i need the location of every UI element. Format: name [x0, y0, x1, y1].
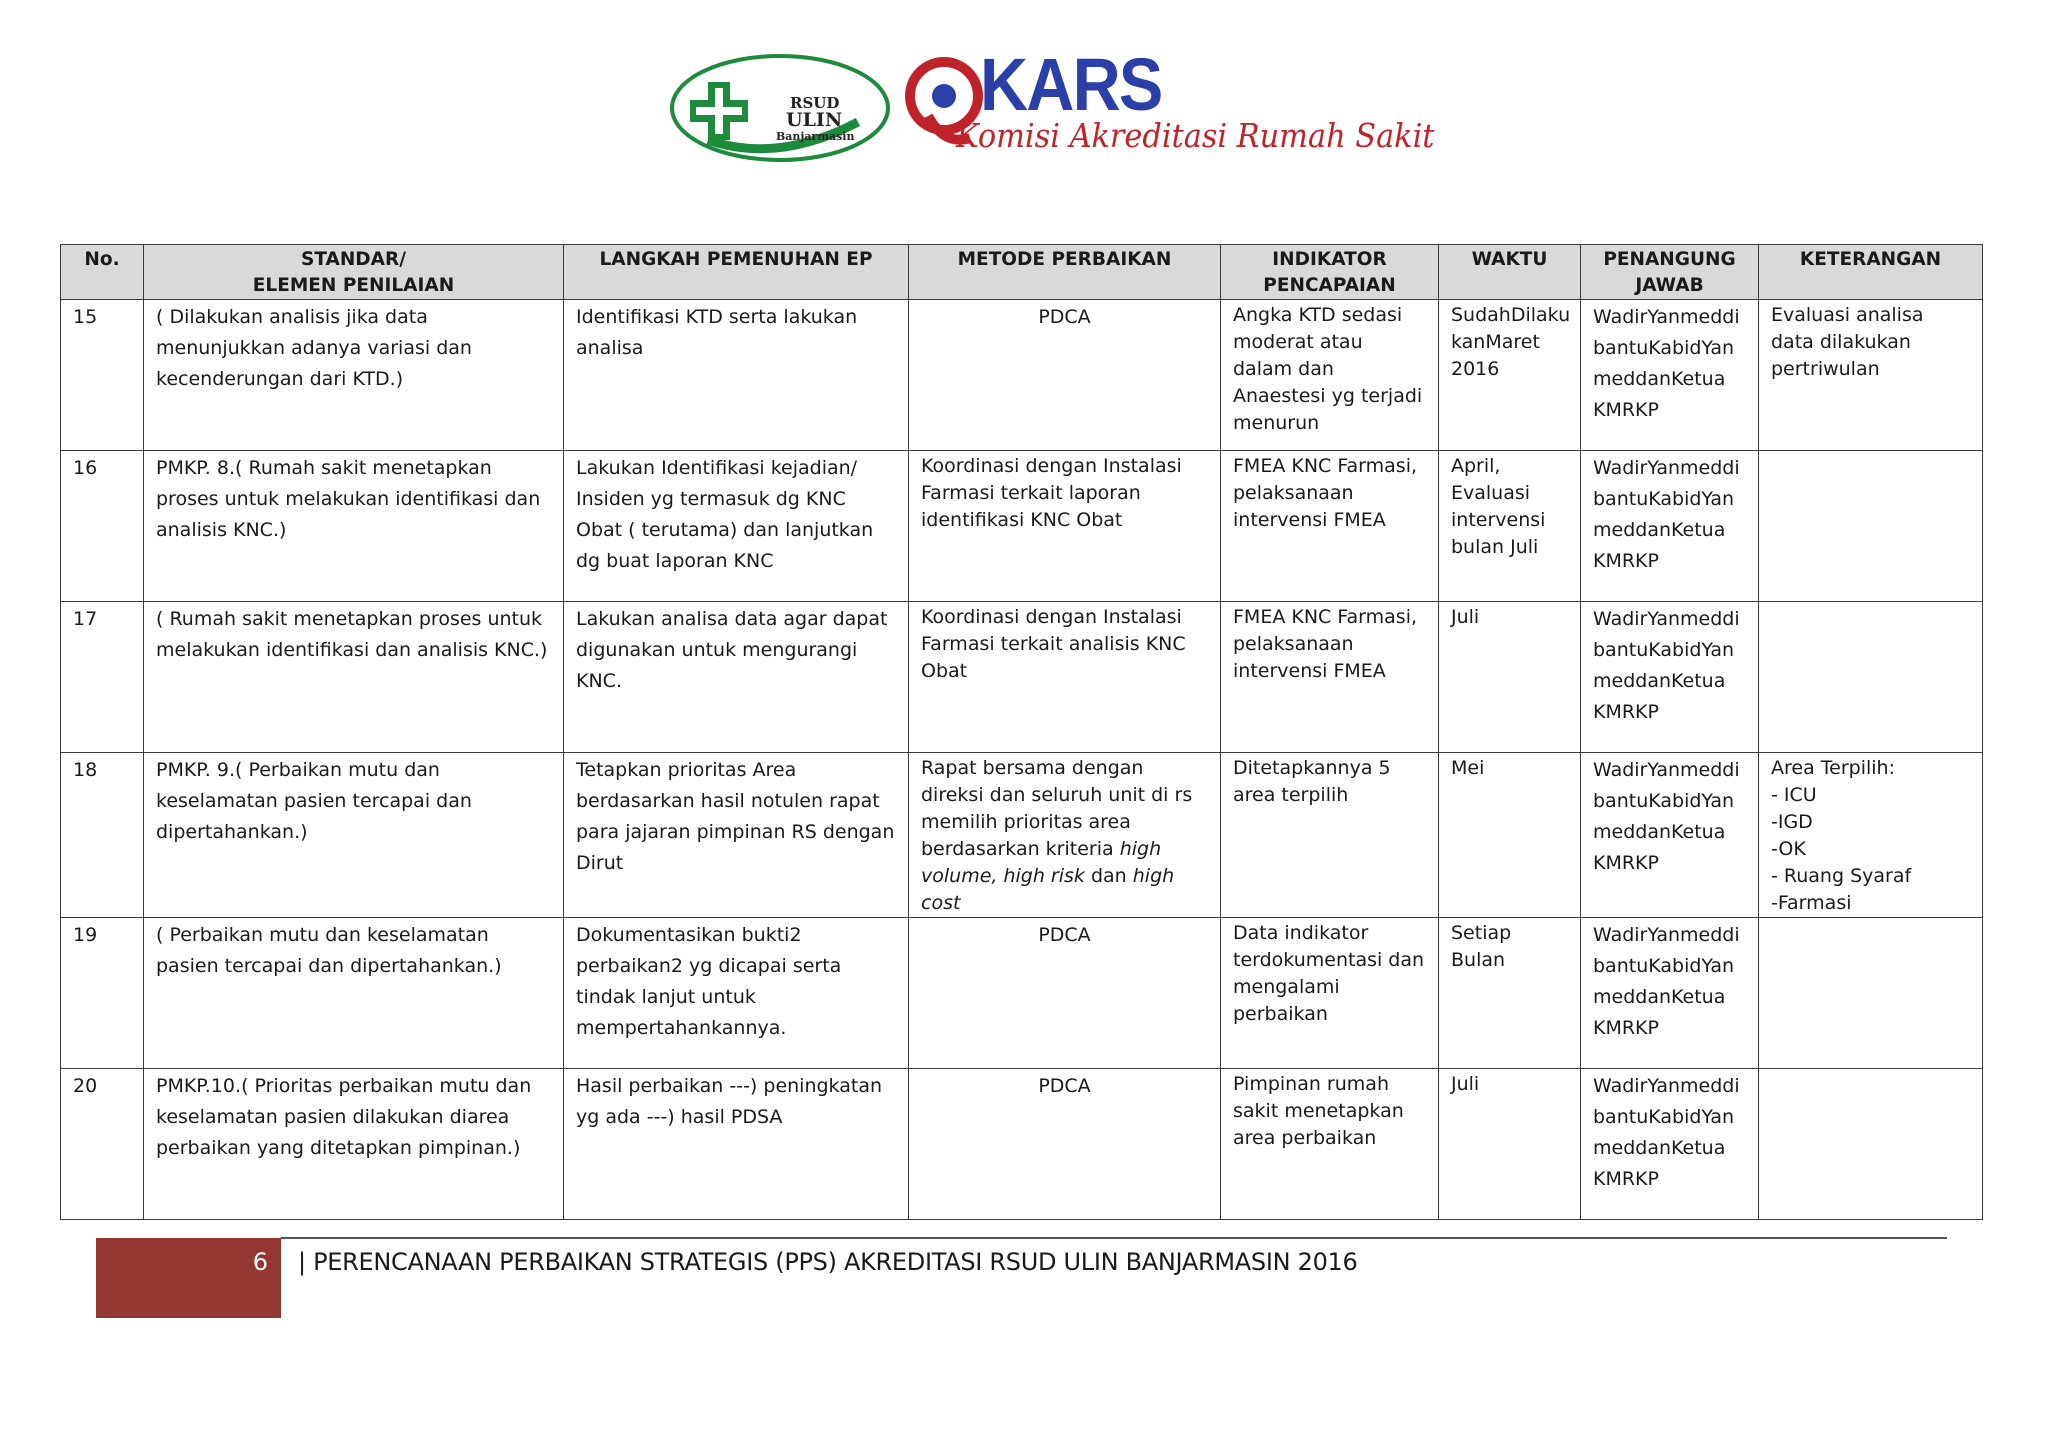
row-penanggung-jawab: WadirYanmeddi bantuKabidYan meddanKetua KMRKP — [1581, 1069, 1759, 1220]
row-penanggung-jawab: WadirYanmeddi bantuKabidYan meddanKetua KMRKP — [1581, 753, 1759, 918]
row-no: 20 — [61, 1069, 144, 1220]
row-keterangan: Area Terpilih: - ICU -IGD -OK - Ruang Syaraf -Farmasi — [1759, 753, 1983, 918]
row-standar: ( Perbaikan mutu dan keselamatan pasien tercapai dan dipertahankan.) — [144, 918, 564, 1069]
header-waktu: WAKTU — [1439, 245, 1581, 300]
footer-divider — [281, 1237, 1947, 1239]
row-penanggung-jawab: WadirYanmeddi bantuKabidYan meddanKetua KMRKP — [1581, 602, 1759, 753]
row-no: 19 — [61, 918, 144, 1069]
header-no: No. — [61, 245, 144, 300]
table-header-row — [61, 245, 1983, 300]
row-no: 17 — [61, 602, 144, 753]
header-keterangan: KETERANGAN — [1759, 245, 1983, 300]
row-keterangan — [1759, 1069, 1983, 1220]
row-waktu: SudahDilaku kanMaret 2016 — [1439, 300, 1581, 451]
row-keterangan — [1759, 918, 1983, 1069]
row-metode: PDCA — [909, 918, 1221, 1069]
header-metode: METODE PERBAIKAN — [909, 245, 1221, 300]
row-metode: PDCA — [909, 300, 1221, 451]
row-langkah: Lakukan analisa data agar dapat digunakan untuk mengurangi KNC. — [564, 602, 909, 753]
row-waktu: Juli — [1439, 1069, 1581, 1220]
row-penanggung-jawab: WadirYanmeddi bantuKabidYan meddanKetua KMRKP — [1581, 918, 1759, 1069]
row-waktu: Setiap Bulan — [1439, 918, 1581, 1069]
header-standar: STANDAR/ ELEMEN PENILAIAN — [144, 245, 564, 300]
row-metode: Koordinasi dengan Instalasi Farmasi terkait laporan identifikasi KNC Obat — [909, 451, 1221, 602]
row-waktu: Mei — [1439, 753, 1581, 918]
metode-criteria-italic: high volume, high risk — [921, 838, 1162, 887]
page-number: 6 — [252, 1248, 268, 1276]
row-indikator: FMEA KNC Farmasi, pelaksanaan intervensi FMEA — [1221, 602, 1439, 753]
row-langkah: Hasil perbaikan ---) peningkatan yg ada ---) hasil PDSA — [564, 1069, 909, 1220]
row-standar: PMKP. 9.( Perbaikan mutu dan keselamatan pasien tercapai dan dipertahankan.) — [144, 753, 564, 918]
row-indikator: Pimpinan rumah sakit menetapkan area perbaikan — [1221, 1069, 1439, 1220]
metode-criteria-italic: high cost — [921, 865, 1175, 914]
row-penanggung-jawab: WadirYanmeddi bantuKabidYan meddanKetua KMRKP — [1581, 300, 1759, 451]
kars-subtitle: Komisi Akreditasi Rumah Sakit — [956, 116, 1435, 155]
row-standar: ( Rumah sakit menetapkan proses untuk melakukan identifikasi dan analisis KNC.) — [144, 602, 564, 753]
row-no: 18 — [61, 753, 144, 918]
kars-logo — [900, 42, 1435, 172]
row-keterangan — [1759, 451, 1983, 602]
row-standar: ( Dilakukan analisis jika data menunjukkan adanya variasi dan kecenderungan dari KTD.) — [144, 300, 564, 451]
row-penanggung-jawab: WadirYanmeddi bantuKabidYan meddanKetua KMRKP — [1581, 451, 1759, 602]
header-langkah: LANGKAH PEMENUHAN EP — [564, 245, 909, 300]
row-keterangan: Evaluasi analisa data dilakukan pertriwulan — [1759, 300, 1983, 451]
row-metode — [909, 753, 1221, 918]
row-no: 16 — [61, 451, 144, 602]
svg-text:ULIN: ULIN — [786, 109, 843, 131]
header-penanggung-jawab: PENANGUNG JAWAB — [1581, 245, 1759, 300]
table-row — [61, 753, 1983, 918]
rsud-ulin-logo — [668, 52, 893, 164]
row-standar: PMKP. 8.( Rumah sakit menetapkan proses untuk melakukan identifikasi dan analisis KNC.) — [144, 451, 564, 602]
metode-text: dan — [1084, 865, 1133, 887]
metode-text: Rapat bersama dengan direksi dan seluruh unit di rs memilih prioritas area berdasarkan kriteria — [921, 757, 1193, 860]
svg-text:RSUD: RSUD — [790, 94, 840, 112]
row-standar: PMKP.10.( Prioritas perbaikan mutu dan keselamatan pasien dilakukan diarea perbaikan yang ditetapkan pimpinan.) — [144, 1069, 564, 1220]
row-langkah: Lakukan Identifikasi kejadian/ Insiden yg termasuk dg KNC Obat ( terutama) dan lanjutkan dg buat laporan KNC — [564, 451, 909, 602]
row-metode: PDCA — [909, 1069, 1221, 1220]
header-indikator: INDIKATOR PENCAPAIAN — [1221, 245, 1439, 300]
row-waktu: April, Evaluasi intervensi bulan Juli — [1439, 451, 1581, 602]
table-row — [61, 602, 1983, 753]
row-langkah: Dokumentasikan bukti2 perbaikan2 yg dicapai serta tindak lanjut untuk mempertahankannya. — [564, 918, 909, 1069]
kars-title: KARS — [980, 43, 1162, 126]
row-indikator: FMEA KNC Farmasi, pelaksanaan intervensi FMEA — [1221, 451, 1439, 602]
row-indikator: Ditetapkannya 5 area terpilih — [1221, 753, 1439, 918]
table-row — [61, 300, 1983, 451]
footer-title: | PERENCANAAN PERBAIKAN STRATEGIS (PPS) AKREDITASI RSUD ULIN BANJARMASIN 2016 — [298, 1248, 1358, 1276]
row-indikator: Data indikator terdokumentasi dan mengalami perbaikan — [1221, 918, 1439, 1069]
table-row — [61, 918, 1983, 1069]
row-waktu: Juli — [1439, 602, 1581, 753]
row-langkah: Tetapkan prioritas Area berdasarkan hasil notulen rapat para jajaran pimpinan RS dengan Dirut — [564, 753, 909, 918]
table-row — [61, 1069, 1983, 1220]
table-row — [61, 451, 1983, 602]
pps-table — [60, 244, 1983, 1220]
row-indikator: Angka KTD sedasi moderat atau dalam dan Anaestesi yg terjadi menurun — [1221, 300, 1439, 451]
row-keterangan — [1759, 602, 1983, 753]
header-logos — [668, 42, 1435, 172]
row-langkah: Identifikasi KTD serta lakukan analisa — [564, 300, 909, 451]
row-no: 15 — [61, 300, 144, 451]
svg-text:Banjarmasin: Banjarmasin — [776, 130, 855, 143]
row-metode: Koordinasi dengan Instalasi Farmasi terkait analisis KNC Obat — [909, 602, 1221, 753]
